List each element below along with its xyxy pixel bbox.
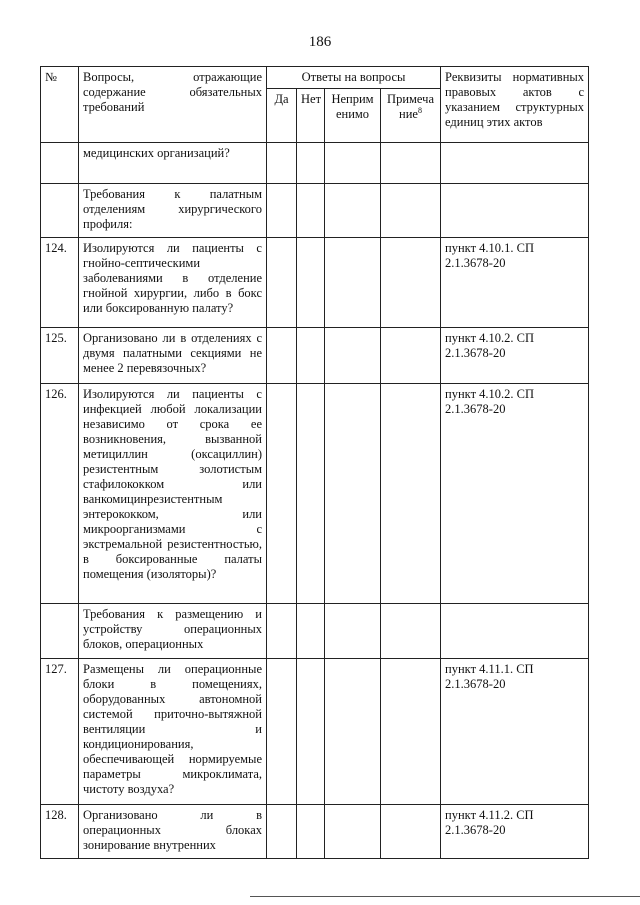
answer-note-cell[interactable] (381, 805, 441, 859)
answer-yes-cell[interactable] (267, 328, 297, 384)
answer-yes-cell[interactable] (267, 184, 297, 238)
row-num: 127. (41, 659, 79, 805)
answer-yes-cell[interactable] (267, 805, 297, 859)
row-question: Размещены ли операционные блоки в помещениях, оборудованных автономной системой приточно-вытяжной вентиляции и кондиционирования, обеспечивающей нормируемые параметры микроклимата, чистоту воздуха? (79, 659, 267, 805)
table-row (41, 384, 589, 604)
header-questions: Вопросы, отражающие содержание обязательных требований (79, 67, 267, 143)
answer-na-cell[interactable] (325, 238, 381, 328)
answer-no-cell[interactable] (297, 604, 325, 659)
answer-yes-cell[interactable] (267, 384, 297, 604)
header-requisites: Реквизиты нормативных правовых актов с указанием структурных единиц этих актов (441, 67, 589, 143)
row-question: Организовано ли в отделениях с двумя палатными секциями не менее 2 перевязочных? (79, 328, 267, 384)
answer-no-cell[interactable] (297, 143, 325, 184)
row-section-title: Требования к палатным отделениям хирургического профиля: (79, 184, 267, 238)
table-row (41, 328, 589, 384)
answer-na-cell[interactable] (325, 184, 381, 238)
row-reference: пункт 4.11.2. СП 2.1.3678-20 (441, 805, 589, 859)
checklist-table (40, 66, 589, 859)
row-reference: пункт 4.10.2. СП 2.1.3678-20 (441, 328, 589, 384)
table-row (41, 805, 589, 859)
row-reference (441, 143, 589, 184)
answer-na-cell[interactable] (325, 659, 381, 805)
row-num (41, 143, 79, 184)
row-reference (441, 604, 589, 659)
answer-note-cell[interactable] (381, 604, 441, 659)
row-reference (441, 184, 589, 238)
table-row (41, 184, 589, 238)
answer-no-cell[interactable] (297, 384, 325, 604)
row-num: 124. (41, 238, 79, 328)
answer-note-cell[interactable] (381, 143, 441, 184)
answer-na-cell[interactable] (325, 328, 381, 384)
header-num: № (41, 67, 79, 143)
answer-na-cell[interactable] (325, 384, 381, 604)
page-number: 186 (308, 34, 332, 50)
table-row (41, 238, 589, 328)
answer-no-cell[interactable] (297, 328, 325, 384)
row-num: 128. (41, 805, 79, 859)
answer-note-cell[interactable] (381, 184, 441, 238)
header-note-label: Примеча ние (387, 92, 434, 121)
row-question: медицинских организаций? (79, 143, 267, 184)
bottom-scan-edge (250, 896, 640, 897)
table-row (41, 604, 589, 659)
row-question: Изолируются ли пациенты с гнойно-септическими заболеваниями в отделение гнойной хирургии, либо в бокс или боксированную палату? (79, 238, 267, 328)
header-note (381, 89, 441, 143)
answer-yes-cell[interactable] (267, 604, 297, 659)
header-row-1 (41, 67, 589, 89)
row-num: 125. (41, 328, 79, 384)
row-question: Изолируются ли пациенты с инфекцией любой локализации независимо от срока ее возникновения, вызванной метициллин (оксациллин) резистентным золотистым стафилококком или ванкомицинрезистентным энтерококком, или микроорганизмами с экстремальной резистентностью, в боксированные палаты помещения (изоляторы)? (79, 384, 267, 604)
row-question: Организовано ли в операционных блоках зонирование внутренних (79, 805, 267, 859)
row-num: 126. (41, 384, 79, 604)
answer-na-cell[interactable] (325, 604, 381, 659)
answer-note-cell[interactable] (381, 328, 441, 384)
row-section-title: Требования к размещению и устройству операционных блоков, операционных (79, 604, 267, 659)
header-no: Нет (297, 89, 325, 143)
answer-no-cell[interactable] (297, 659, 325, 805)
answer-note-cell[interactable] (381, 659, 441, 805)
header-not-applicable: Неприм енимо (325, 89, 381, 143)
row-num (41, 184, 79, 238)
row-num (41, 604, 79, 659)
row-reference: пункт 4.10.2. СП 2.1.3678-20 (441, 384, 589, 604)
answer-note-cell[interactable] (381, 238, 441, 328)
header-yes: Да (267, 89, 297, 143)
table-row (41, 659, 589, 805)
row-reference: пункт 4.11.1. СП 2.1.3678-20 (441, 659, 589, 805)
answer-na-cell[interactable] (325, 805, 381, 859)
header-answers-group: Ответы на вопросы (267, 67, 441, 89)
table-row (41, 143, 589, 184)
answer-no-cell[interactable] (297, 184, 325, 238)
answer-no-cell[interactable] (297, 805, 325, 859)
row-reference: пункт 4.10.1. СП 2.1.3678-20 (441, 238, 589, 328)
answer-no-cell[interactable] (297, 238, 325, 328)
answer-na-cell[interactable] (325, 143, 381, 184)
answer-note-cell[interactable] (381, 384, 441, 604)
answer-yes-cell[interactable] (267, 238, 297, 328)
answer-yes-cell[interactable] (267, 659, 297, 805)
answer-yes-cell[interactable] (267, 143, 297, 184)
header-note-footnote: 8 (417, 105, 422, 115)
